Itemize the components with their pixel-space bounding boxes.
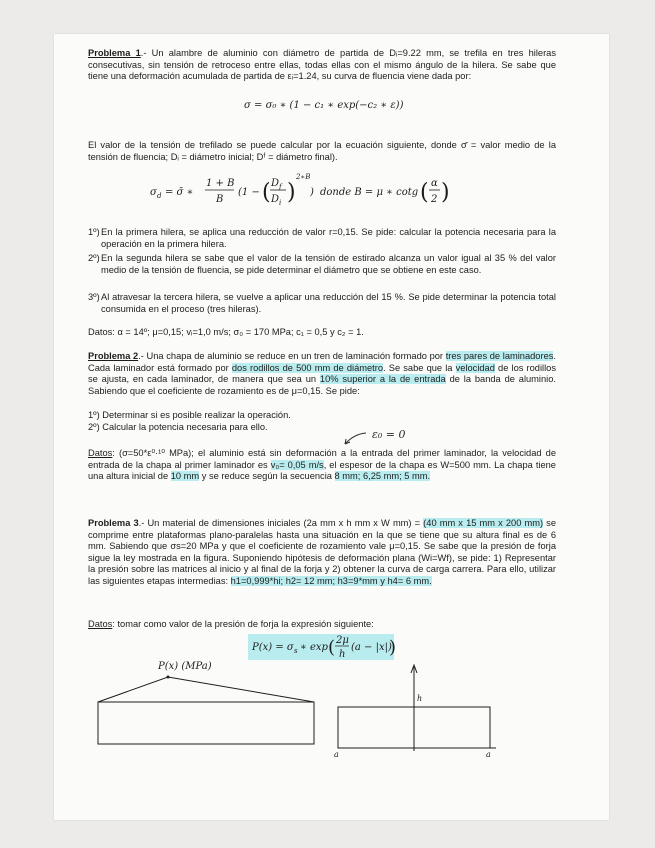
svg-text:2∗B: 2∗B: [296, 173, 311, 181]
p1-item-1: [88, 227, 556, 250]
svg-text:(: (: [262, 180, 271, 205]
figure-label-h: h: [417, 694, 423, 703]
svg-text:): ): [441, 180, 450, 205]
svg-text:): ): [310, 187, 314, 198]
p1-item-1-text: En la primera hilera, se aplica una reducción de valor r=0,15. Se pide: calcular la potencia necesaria para la operación en la primera hilera.: [101, 227, 556, 249]
figure-label-a-left: a: [334, 750, 339, 759]
p1-title: Problema 1: [88, 48, 141, 58]
p3-datos: [88, 619, 556, 631]
p3-highlight-b: h1=0,999*hi; h2= 12 mm; h3=9*mm y h4= 6 mm.: [230, 575, 432, 586]
svg-text:): ): [389, 637, 396, 658]
svg-text:(1 −: (1 −: [238, 187, 260, 198]
p2-text-e: de la banda de aluminio. Sabiendo que el coeficiente de rozamiento es de μ=0,15. Se pide:: [88, 374, 556, 396]
p1-item-3: [88, 292, 556, 315]
p2-highlight-b: dos rodillos de 500 mm de diámetro: [231, 362, 384, 373]
p2-highlight-c: velocidad: [455, 362, 495, 373]
p3-datos-label: Datos: [88, 619, 113, 629]
p3-text: [88, 518, 556, 588]
p1-equation-flow-curve: σ = σ₀ ∗ (1 − c₁ ∗ exp(−c₂ ∗ ε)): [244, 100, 404, 111]
svg-text:i: i: [279, 199, 282, 207]
p2-text-a: .- Una chapa de aluminio se reduce en un tren de laminación formado por: [138, 351, 446, 361]
p1-item-3-text: Al atravesar la tercera hilera, se vuelve a aplicar una reducción del 15 %. Se pide determinar la potencia total consumida en el proceso (tres hileras).: [101, 292, 556, 314]
p2-datos: [88, 448, 556, 483]
p2-handwritten-note: ε₀ = 0: [372, 428, 406, 441]
p1-item-3-num: 3º): [88, 292, 100, 302]
p1-equation-drawing-stress: [150, 169, 510, 213]
p2-title: Problema 2: [88, 351, 139, 361]
svg-text:= σ̄ ∗: = σ̄ ∗: [165, 187, 194, 198]
p2-datos-text-c: y se reduce según la secuencia: [199, 471, 335, 482]
p3-title: Problema 3: [88, 518, 139, 528]
p1-datos: Datos: α = 14º; μ=0,15; vᵢ=1,0 m/s; σ₀ = 170 MPa; c₁ = 0,5 y c₂ = 1.: [88, 327, 364, 337]
p2-highlight-a: tres pares de laminadores: [445, 351, 554, 361]
p2-text-b: . Cada laminador está formado por: [88, 351, 556, 373]
p2-datos-highlight-3: 8 mm; 6,25 mm; 5 mm.: [334, 471, 431, 482]
svg-text:D: D: [271, 194, 280, 205]
p2-text-c: . Se sabe que la: [383, 362, 456, 373]
svg-text:D: D: [271, 178, 280, 189]
p2-question-2: 2º) Calcular la potencia necesaria para ello.: [88, 422, 268, 432]
p2-datos-text-b: , el espesor de la chapa es W=500 mm. La chapa tiene una altura inicial de: [88, 459, 556, 482]
svg-text:(: (: [420, 180, 429, 205]
p2-datos-text-a: : (σ=50*ε⁰·¹⁰ MPa); el aluminio está sin deformación a la entrada del primer laminador, la velocidad de entrada de la chapa al primer laminador es: [88, 448, 556, 470]
svg-text:B: B: [216, 194, 224, 205]
p3-highlight-a: (40 mm x 15 mm x 200 mm): [423, 518, 544, 528]
p2-highlight-d: 10% superior a la de entrada: [319, 374, 446, 385]
svg-text:d: d: [157, 192, 162, 200]
p1-para2: El valor de la tensión de trefilado se puede calcular por la ecuación siguiente, donde σ̄ = valor medio de la tensión de fluencia; Dᵢ = diámetro inicial; Dᶠ = diámetro final).: [88, 140, 556, 162]
svg-text:1 + B: 1 + B: [206, 178, 235, 189]
handwritten-arrow: [340, 430, 370, 448]
svg-text:2: 2: [431, 194, 438, 205]
p1-item-2: [88, 253, 556, 276]
svg-text:2μ: 2μ: [336, 635, 349, 646]
p3-datos-text: : tomar como valor de la presión de forja la expresión siguiente:: [112, 619, 374, 629]
svg-text:f: f: [279, 183, 282, 191]
p2-text-d: de los rodillos se ajusta, en cada laminador, de manera que sea un: [88, 362, 556, 385]
svg-text:h: h: [339, 649, 346, 660]
figure-label-a-right: a: [486, 750, 491, 759]
p2-datos-highlight-1: v₀= 0,05 m/s: [270, 459, 324, 470]
p1-intro-text: .- Un alambre de aluminio con diámetro de partida de Dᵢ=9.22 mm, se trefila en tres hileras consecutivas, sin tensión de retroceso entre ellas, todas ellas con el mismo ángulo de la hilera. Se sabe que tiene una deformación acumulada de partida de εᵢ=1.24, su curva de fluencia viene dada por:: [88, 48, 556, 82]
p1-item-2-text: En la segunda hilera se sabe que el valor de la tensión de estirado alcanza un valor igual al 35 % del valor medio de la tensión de fluencia, se pide determinar el diámetro que se obtiene en este caso.: [101, 253, 556, 275]
p1-item-1-num: 1º): [88, 227, 100, 237]
p2-datos-highlight-2: 10 mm: [170, 471, 200, 482]
svg-text:(a − |x|): (a − |x|): [351, 642, 392, 653]
svg-text:(: (: [328, 637, 336, 658]
figure-y-axis-label: P(x) (MPa): [158, 661, 212, 672]
p2-question-1: 1º) Determinar si es posible realizar la operación.: [88, 410, 291, 420]
svg-text:α: α: [431, 178, 438, 189]
p3-text-a: .- Un material de dimensiones iniciales (2a mm x h mm x W mm) =: [138, 518, 424, 528]
svg-text:P(x) = σ: P(x) = σ: [252, 642, 294, 653]
svg-text:donde B = μ ∗ cotg: donde B = μ ∗ cotg: [320, 187, 419, 198]
p3-text-b: se comprime entre plataformas plano-paralelas hasta una situación en la que se tiene que su altura final es de 6 mm. Sabiendo que σs=20 MPa y que el coeficiente de rozamiento vale μ=0,15. Se sabe que la presión de forja sigue la ley mostrada en la figura. Suponiendo hipótesis de deformación plana (Wi=Wf), se pide: 1) Representar la presión sobre las matrices al inicio y al final de la forja y 2) obtener la curva de carga carrera. Para ello, utilizar las siguientes etapas intermedias:: [88, 518, 557, 586]
svg-text:s: s: [294, 647, 298, 655]
svg-text:): ): [287, 180, 296, 205]
p1-item-2-num: 2º): [88, 253, 100, 263]
p1-intro: [88, 48, 556, 83]
p2-intro: [88, 351, 556, 397]
svg-text:σ: σ: [150, 187, 157, 198]
p2-datos-label: Datos: [88, 448, 113, 458]
forging-dimension-figure: [326, 655, 508, 765]
svg-text:∗ exp: ∗ exp: [300, 642, 328, 653]
pressure-profile-figure: [96, 672, 318, 748]
